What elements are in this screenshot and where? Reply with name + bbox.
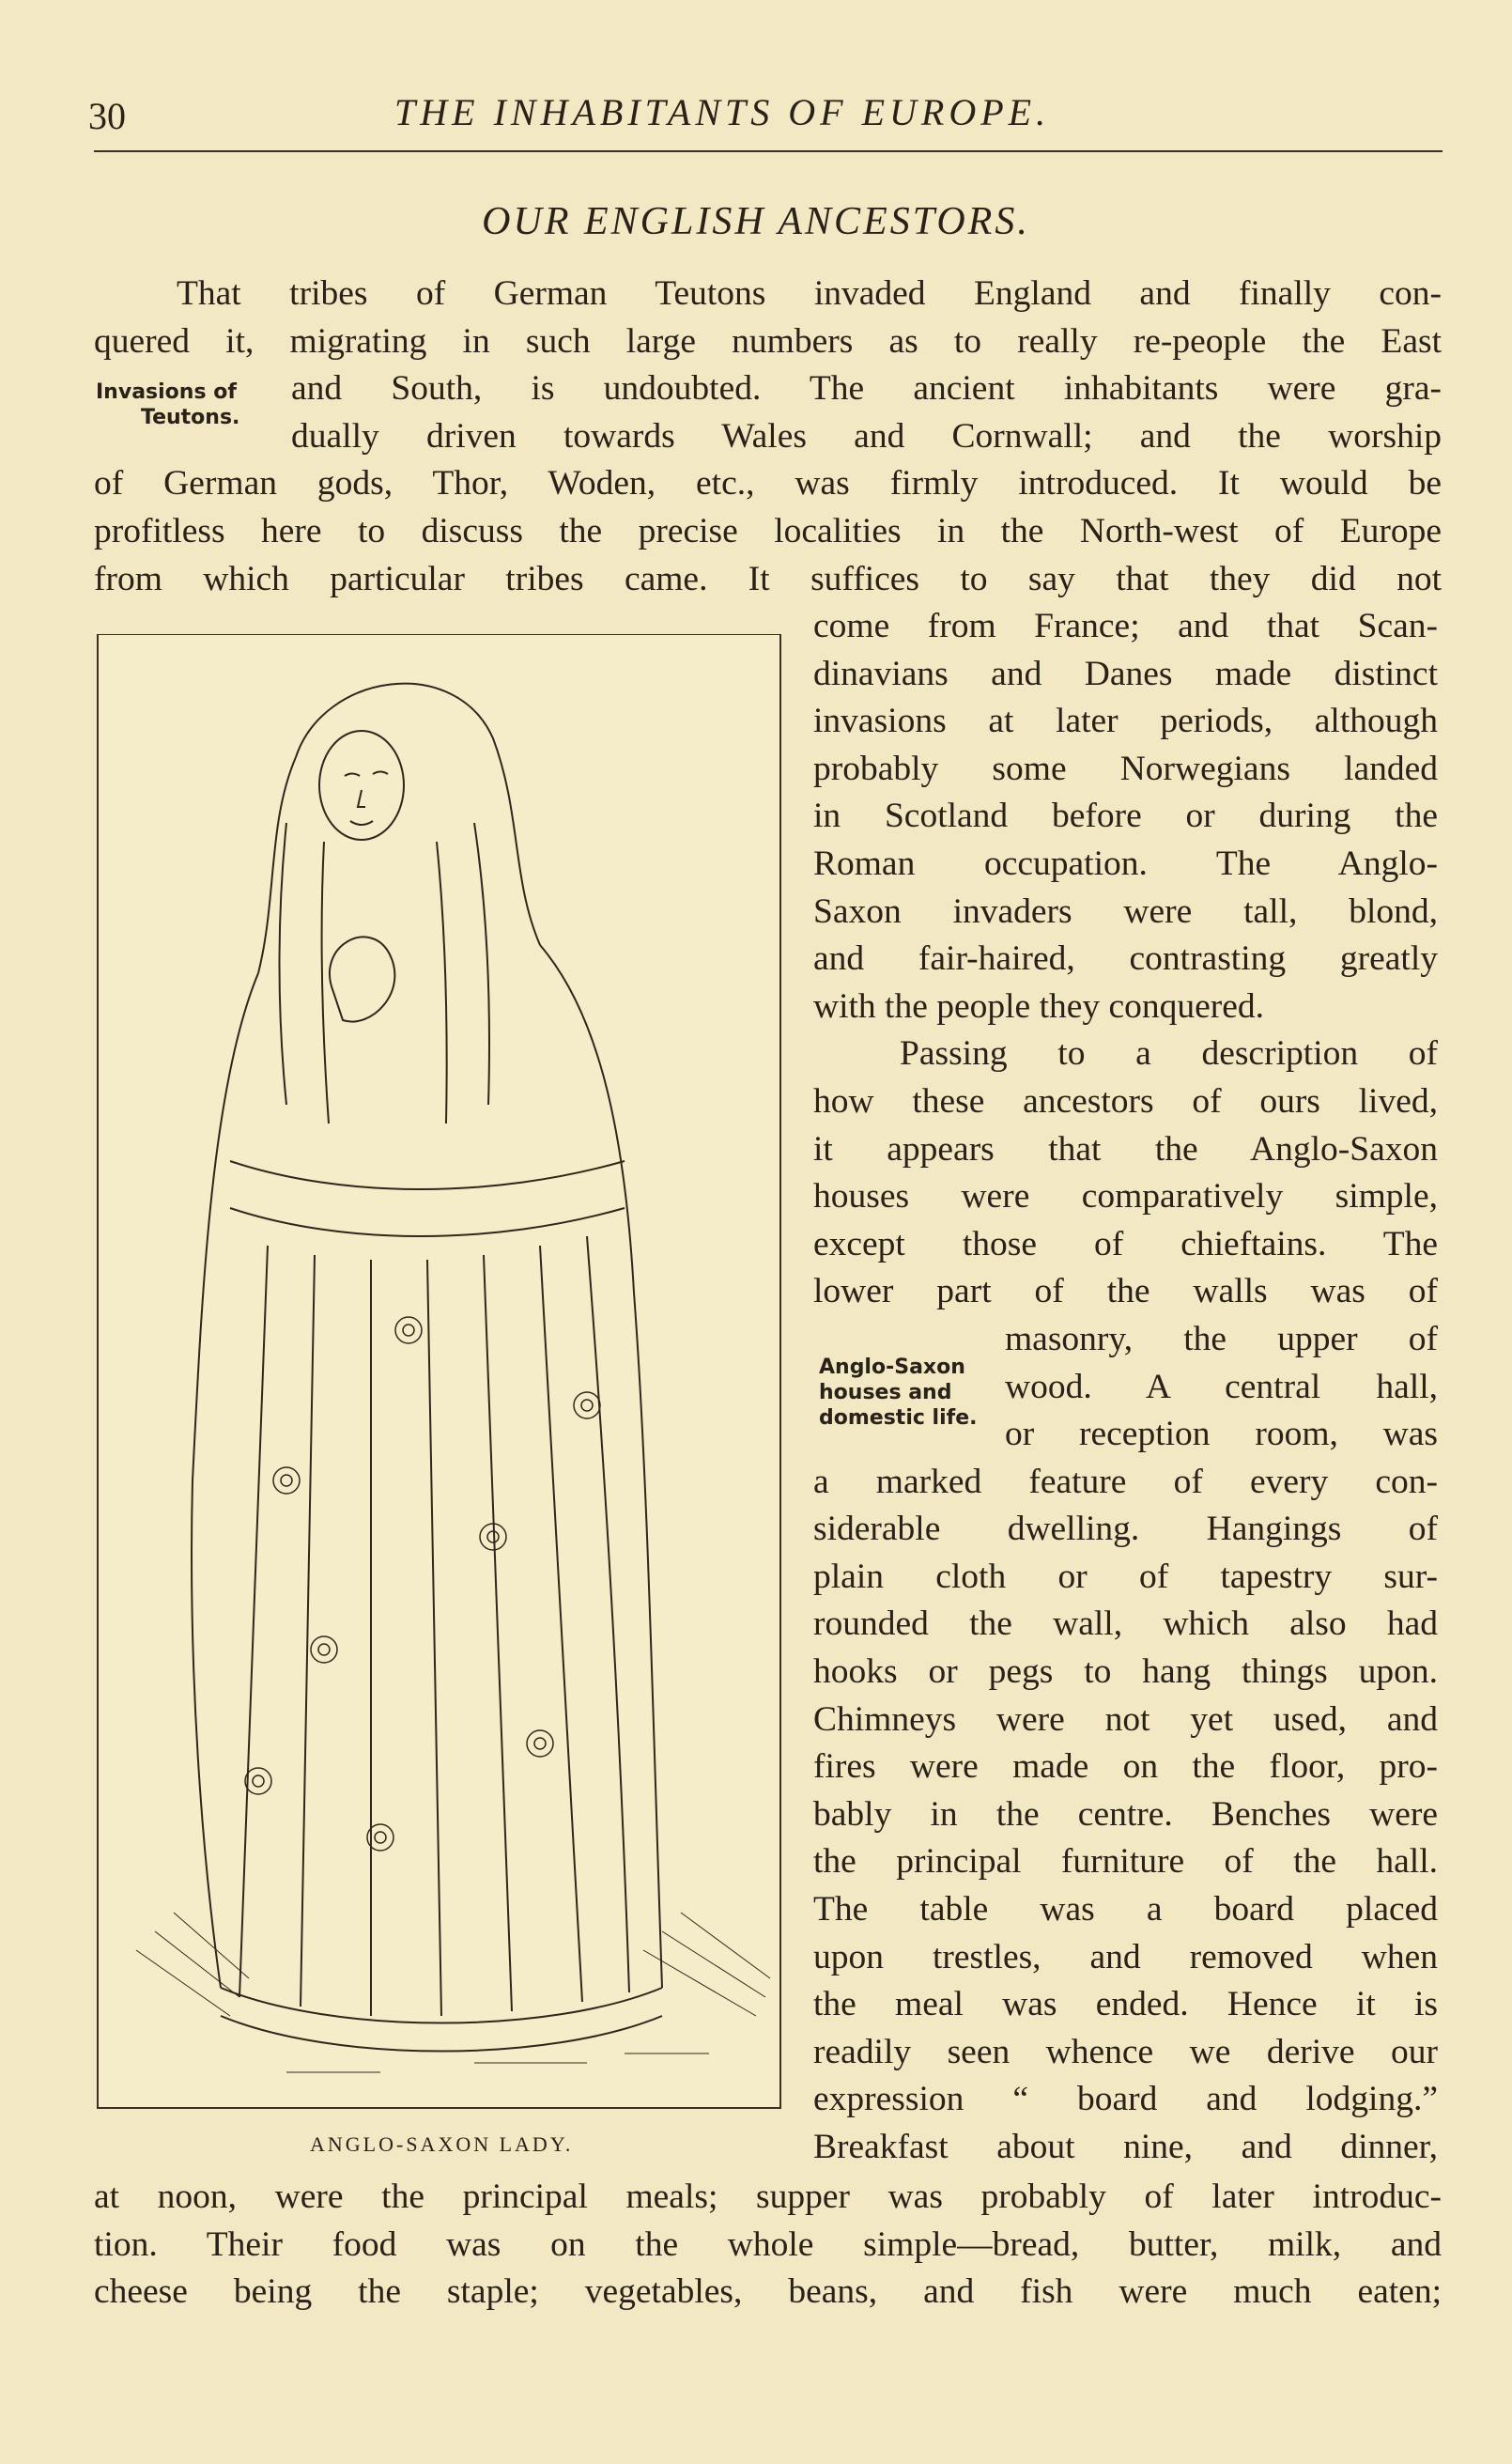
text-line: the principal furniture of the hall.: [813, 1842, 1438, 1882]
text-line: from which particular tribes came. It suffices to say that they did not: [94, 559, 1442, 598]
text-line: or reception room, was: [1005, 1415, 1438, 1454]
text-line: the meal was ended. Hence it is: [813, 1985, 1438, 2024]
body-text-top: [94, 271, 1442, 603]
text-line: in Scotland before or during the: [813, 797, 1438, 836]
text-line: probably some Norwegians landed: [813, 749, 1438, 788]
text-line: bably in the centre. Benches were: [813, 1794, 1438, 1834]
figure-frame: [97, 634, 781, 2109]
margin-note-line: Invasions of: [96, 380, 237, 404]
text-line: and South, is undoubted. The ancient inhabitants were gra-: [291, 369, 1442, 409]
page-number: 30: [88, 95, 126, 137]
running-title: THE INHABITANTS OF EUROPE.: [394, 91, 1051, 133]
body-text-right: [813, 603, 1438, 2172]
running-head: [85, 86, 1442, 143]
text-line: fires were made on the floor, pro-: [813, 1747, 1438, 1787]
text-line: quered it, migrating in such large numbers as to really re-people the East: [94, 321, 1442, 361]
text-line: cheese being the staple; vegetables, beans, and fish were much eaten;: [94, 2272, 1442, 2312]
text-line: except those of chieftains. The: [813, 1224, 1438, 1263]
text-line: That tribes of German Teutons invaded England and finally con-: [177, 274, 1442, 313]
text-line: tion. Their food was on the whole simple—bread, butter, milk, and: [94, 2224, 1442, 2264]
text-line: The table was a board placed: [813, 1890, 1438, 1929]
section-title: OUR ENGLISH ANCESTORS.: [482, 200, 1030, 243]
text-line: at noon, were the principal meals; supper was probably of later introduc-: [94, 2177, 1442, 2216]
margin-note-line: Anglo-Saxon: [819, 1356, 965, 1379]
text-line: and fair-haired, contrasting greatly: [813, 939, 1438, 979]
text-line: houses were comparatively simple,: [813, 1177, 1438, 1217]
text-line: profitless here to discuss the precise localities in the North-west of Europe: [94, 511, 1442, 550]
text-line: a marked feature of every con-: [813, 1462, 1438, 1501]
text-line: plain cloth or of tapestry sur-: [813, 1557, 1438, 1596]
figure-caption: ANGLO-SAXON LADY.: [310, 2132, 574, 2156]
text-line: lower part of the walls was of: [813, 1272, 1438, 1311]
header-rule: [94, 150, 1443, 152]
text-line: wood. A central hall,: [1005, 1367, 1438, 1406]
text-line: Saxon invaders were tall, blond,: [813, 891, 1438, 931]
text-line: Passing to a description of: [900, 1034, 1438, 1074]
text-line: rounded the wall, which also had: [813, 1604, 1438, 1644]
text-line: masonry, the upper of: [1005, 1319, 1438, 1358]
text-line: invasions at later periods, although: [813, 702, 1438, 741]
text-line: Chimneys were not yet used, and: [813, 1699, 1438, 1739]
text-line: how these ancestors of ours lived,: [813, 1081, 1438, 1121]
text-line: dinavians and Danes made distinct: [813, 654, 1438, 693]
text-line: it appears that the Anglo-Saxon: [813, 1129, 1438, 1169]
text-line: readily seen whence we derive our: [813, 2032, 1438, 2071]
margin-note-line: domestic life.: [819, 1406, 978, 1430]
margin-note-line: houses and: [819, 1381, 952, 1404]
text-line: upon trestles, and removed when: [813, 1937, 1438, 1976]
margin-note-line: Teutons.: [141, 406, 240, 429]
text-line: Breakfast about nine, and dinner,: [813, 2128, 1438, 2166]
text-line: come from France; and that Scan-: [813, 607, 1438, 645]
text-line: expression “ board and lodging.”: [813, 2080, 1438, 2119]
text-line: with the people they conquered.: [813, 986, 1265, 1026]
body-text-bottom: [94, 2174, 1442, 2317]
text-line: of German gods, Thor, Woden, etc., was firmly introduced. It would be: [94, 464, 1442, 504]
text-line: siderable dwelling. Hangings of: [813, 1510, 1438, 1549]
text-line: hooks or pegs to hang things upon.: [813, 1652, 1438, 1692]
text-line: Roman occupation. The Anglo-: [813, 844, 1438, 883]
engraving-anglo-saxon-lady-icon: [99, 635, 779, 2107]
text-line: dually driven towards Wales and Cornwall; and the worship: [291, 416, 1442, 456]
